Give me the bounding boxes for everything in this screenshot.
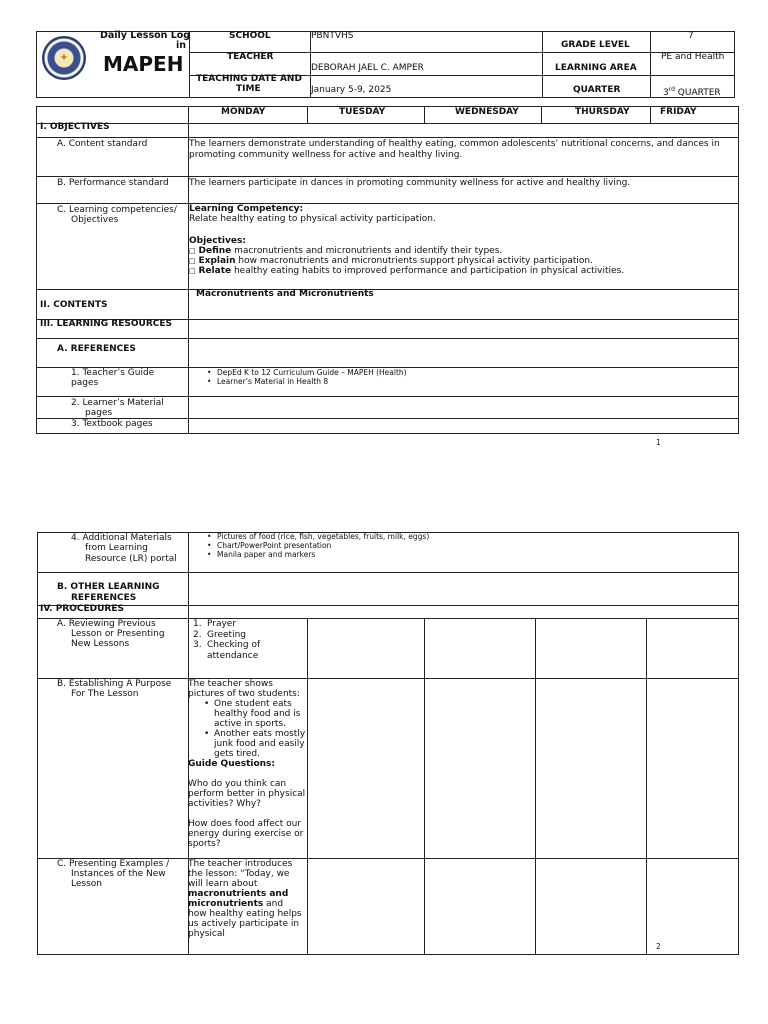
procedures-heading: IV. PROCEDURES <box>40 604 124 614</box>
page-number: 2 <box>656 942 661 951</box>
purpose-label-2: For The Lesson <box>71 689 139 699</box>
list-item: 3. Checking of attendance <box>193 640 261 661</box>
competencies-label-2: Objectives <box>71 215 119 225</box>
purpose-list <box>188 699 308 759</box>
review-label: A. Reviewing Previous <box>57 619 156 629</box>
review-list <box>189 619 307 661</box>
presenting-label-3: Lesson <box>71 879 102 889</box>
objective-item: □ Relate healthy eating habits to improved performance and participation in physical activities. <box>189 266 625 276</box>
competencies-label: C. Learning competencies/ <box>57 205 177 215</box>
list-item: 2. Greeting <box>193 629 246 640</box>
competency-text: Relate healthy eating to physical activity participation. <box>189 214 436 224</box>
competency-heading: Learning Competency: <box>189 204 304 214</box>
list-item: 1. Prayer <box>193 619 237 629</box>
performance-standard-label: B. Performance standard <box>57 178 169 188</box>
teacher-label: TEACHER <box>227 52 274 62</box>
learning-resources-heading: III. LEARNING RESOURCES <box>40 319 172 329</box>
day-monday: MONDAY <box>221 107 266 117</box>
objectives-heading: I. OBJECTIVES <box>40 122 110 132</box>
purpose-content <box>188 679 308 849</box>
objective-item: □ Explain how macronutrients and micronutrients support physical activity participation. <box>189 256 593 266</box>
guide-questions-heading: Guide Questions: <box>188 759 276 769</box>
contents-text: Macronutrients and Micronutrients <box>196 289 374 299</box>
review-label-2: Lesson or Presenting <box>71 629 165 639</box>
learning-area-value: PE and Health <box>661 52 725 62</box>
content-standard-text: The learners demonstrate understanding of healthy eating, common adolescents’ nutritional concerns, and dances in promoting community wellness for active and healthy living. <box>189 139 720 160</box>
list-item: • Pictures of food (rice, fish, vegetables, fruits, milk, eggs) <box>205 532 429 541</box>
purpose-label: B. Establishing A Purpose <box>57 679 172 689</box>
school-label: SCHOOL <box>229 31 271 41</box>
learners-material-label-2: pages <box>85 408 113 418</box>
day-wednesday: WEDNESDAY <box>455 107 519 117</box>
teaching-date-label: TEACHING DATE AND <box>196 74 302 84</box>
presenting-label-2: Instances of the New <box>71 869 166 879</box>
dll-in: in <box>176 40 187 51</box>
quarter-value: 3rd QUARTER <box>663 86 721 98</box>
list-item: • One student eats healthy food and is active in sports. <box>202 699 308 729</box>
guide-question: How does food affect our energy during exercise or sports? <box>188 819 304 849</box>
teachers-guide-label: 1. Teacher’s Guide <box>71 368 155 378</box>
page-number: 1 <box>656 438 661 447</box>
additional-materials-label-3: Resource (LR) portal <box>85 554 177 564</box>
guide-question: Who do you think can perform better in physical activities? Why? <box>188 779 306 809</box>
other-references-label-2: REFERENCES <box>71 593 137 603</box>
learners-material-label: 2. Learner’s Material <box>71 398 164 408</box>
additional-materials-label: 4. Additional Materials <box>71 533 172 543</box>
review-label-3: New Lessons <box>71 639 130 649</box>
grade-level-value: 7 <box>688 31 694 41</box>
list-item: • Chart/PowerPoint presentation <box>205 541 429 550</box>
list-item: • Manila paper and markers <box>205 550 429 559</box>
day-tuesday: TUESDAY <box>339 107 386 117</box>
performance-standard-text: The learners participate in dances in promoting community wellness for active and healthy living. <box>189 178 631 188</box>
objectives-subheading: Objectives: <box>189 236 246 246</box>
dll-title: Daily Lesson Log <box>100 30 191 41</box>
purpose-intro: The teacher shows pictures of two students: <box>188 679 300 699</box>
other-references-label: B. OTHER LEARNING <box>57 582 160 592</box>
teaching-date-label-2: TIME <box>236 84 261 94</box>
content-standard-label: A. Content standard <box>57 139 148 149</box>
day-friday: FRIDAY <box>660 107 697 117</box>
presenting-label: C. Presenting Examples / <box>57 859 170 869</box>
seal-emblem-icon: ✦ <box>59 51 69 64</box>
references-heading: A. REFERENCES <box>57 344 136 354</box>
list-item: • Another eats mostly junk food and easily gets tired. <box>202 729 308 759</box>
quarter-label: QUARTER <box>573 85 621 95</box>
list-item: • Learner’s Material in Health 8 <box>205 377 407 386</box>
textbook-pages-label: 3. Textbook pages <box>71 419 153 429</box>
teacher-value: DEBORAH JAEL C. AMPER <box>311 63 424 73</box>
presenting-content: The teacher introduces the lesson: “Today, we will learn about macronutrients and micronutrients and how healthy eating helps us actively participate in physical <box>188 859 302 939</box>
grade-level-label: GRADE LEVEL <box>561 40 630 50</box>
teachers-guide-list <box>205 368 407 386</box>
subject-title: MAPEH <box>103 52 184 76</box>
school-value: PBNTVHS <box>311 31 354 41</box>
teachers-guide-label-2: pages <box>71 378 99 388</box>
teaching-date-value: January 5-9, 2025 <box>311 85 392 95</box>
additional-materials-label-2: from Learning <box>85 543 148 553</box>
list-item: • DepEd K to 12 Curriculum Guide – MAPEH (Health) <box>205 368 407 377</box>
learning-area-label: LEARNING AREA <box>555 63 637 73</box>
day-thursday: THURSDAY <box>575 107 630 117</box>
objective-item: □ Define macronutrients and micronutrients and identify their types. <box>189 246 503 256</box>
additional-materials-list <box>205 532 429 559</box>
contents-heading: II. CONTENTS <box>40 300 108 310</box>
